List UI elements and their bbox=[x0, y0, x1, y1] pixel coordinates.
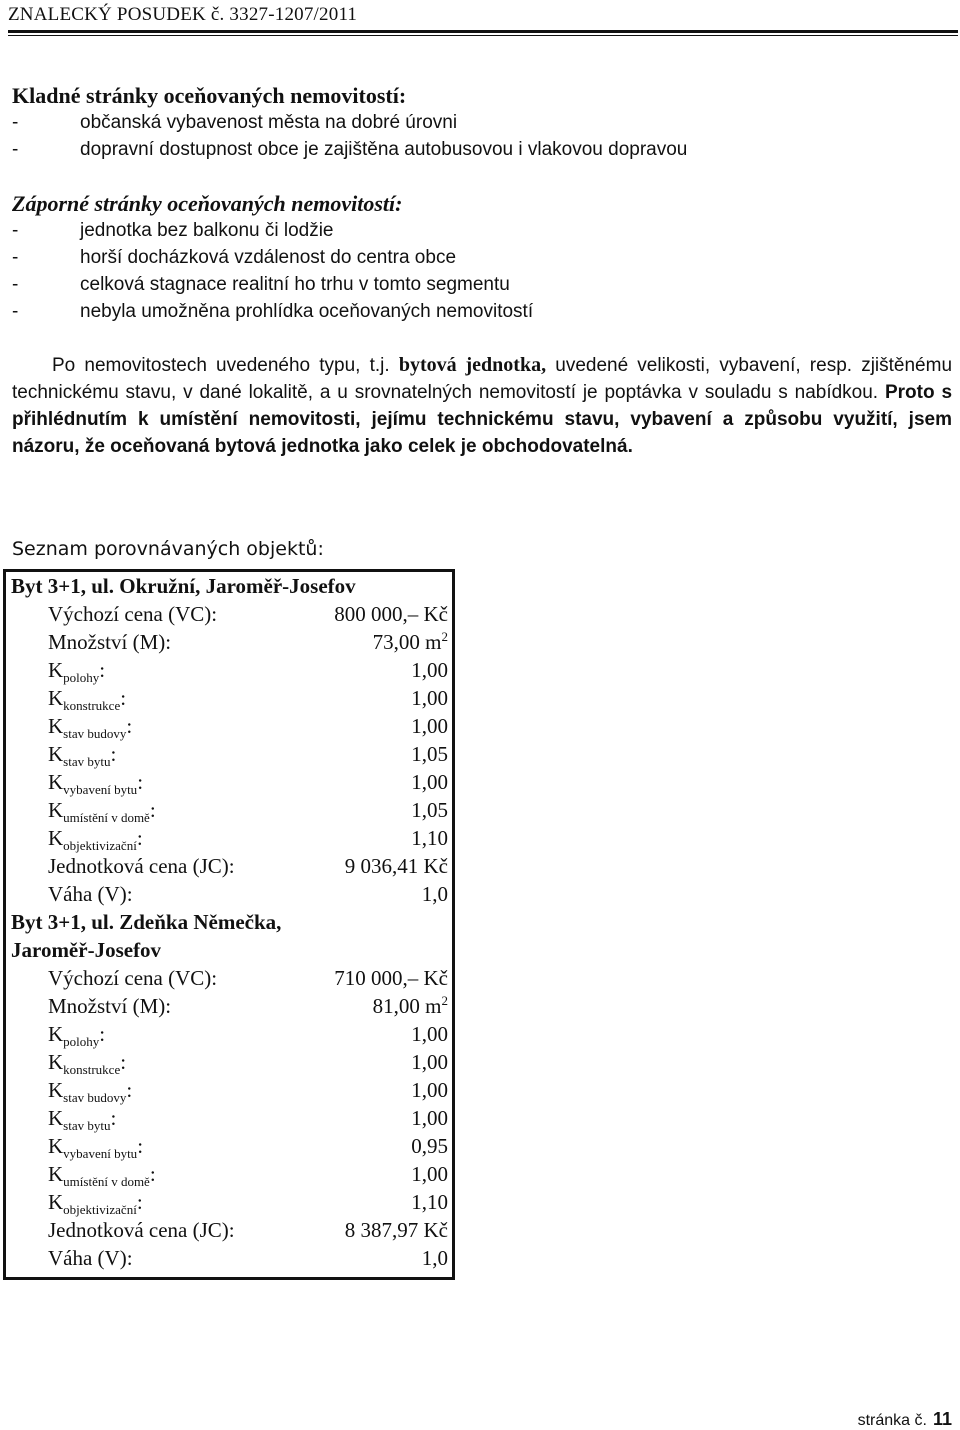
header-rule-thin bbox=[8, 35, 958, 36]
table-row: $K_{polohy}$: 1,00 bbox=[48, 1022, 448, 1049]
table-row: $K_{objektivizační}$: 1,10 bbox=[48, 1190, 448, 1217]
positives-heading: Kladné stránky oceňovaných nemovitostí: bbox=[12, 83, 407, 108]
page-label: stránka č. bbox=[857, 1412, 927, 1429]
table-row: $K_{vybavení bytu}$: 0,95 bbox=[48, 1134, 448, 1161]
list-item: - jednotka bez balkonu či lodžie bbox=[12, 220, 334, 241]
marketability-paragraph: Po nemovitostech uvedeného typu, t.j. bytová jednotka, uvedené velikosti, vybavení, resp. zjištěnému technickému stavu, v dané lokalitě, a u srovnatelných nemovitostí je poptávka v souladu s nabídkou. Proto s přihlédnutím k umístění nemovitosti, jejímu technickému stavu, vybavení a způsobu využití, jsem názoru, že oceňovaná bytová jednotka jako celek je obchodovatelná. bbox=[12, 354, 953, 457]
table-row: $K_{umístění v domě}$: 1,05 bbox=[48, 798, 448, 825]
list-item: - dopravní dostupnost obce je zajištěna autobusovou i vlakovou dopravou bbox=[12, 139, 688, 160]
table-row: Množství (M): 73,00 $m^2$ bbox=[48, 629, 448, 654]
document-title: ZNALECKÝ POSUDEK č. 3327-1207/2011 bbox=[8, 4, 358, 25]
table-row: $K_{konstrukce}$: 1,00 bbox=[48, 686, 448, 713]
list-item: - nebyla umožněna prohlídka oceňovaných nemovitostí bbox=[12, 301, 534, 322]
table-row: Výchozí cena (VC): 710 000,– Kč bbox=[48, 966, 448, 990]
page-footer bbox=[858, 1409, 952, 1430]
header-rule bbox=[8, 30, 958, 33]
table-row: $K_{konstrukce}$: 1,00 bbox=[48, 1050, 448, 1077]
table-row: $K_{polohy}$: 1,00 bbox=[48, 658, 448, 685]
list-item: - celková stagnace realitní ho trhu v tomto segmentu bbox=[12, 274, 510, 295]
table-row: Jednotková cena (JC): 8 387,97 Kč bbox=[48, 1218, 448, 1242]
list-item: - horší docházková vzdálenost do centra obce bbox=[12, 247, 457, 268]
table-row: Výchozí cena (VC): 800 000,– Kč bbox=[48, 602, 448, 626]
comparison-table bbox=[3, 569, 455, 1280]
table-row: Váha (V): 1,0 bbox=[48, 882, 448, 906]
table-row: Množství (M): 81,00 $m^2$ bbox=[48, 993, 448, 1018]
object-title: Byt 3+1, ul. Okružní, Jaroměř-Josefov bbox=[11, 574, 356, 598]
table-row: $K_{stav budovy}$: 1,00 bbox=[48, 1078, 448, 1105]
object-title: Byt 3+1, ul. Zdeňka Němečka, Jaroměř-Josefov bbox=[11, 910, 282, 962]
page-number: 11 bbox=[932, 1409, 952, 1429]
table-row: $K_{stav budovy}$: 1,00 bbox=[48, 714, 448, 741]
table-row: Jednotková cena (JC): 9 036,41 Kč bbox=[48, 854, 448, 878]
table-row: $K_{stav bytu}$: 1,05 bbox=[48, 742, 448, 769]
table-row: $K_{vybavení bytu}$: 1,00 bbox=[48, 770, 448, 797]
positives-section bbox=[12, 82, 942, 163]
table-row: $K_{objektivizační}$: 1,10 bbox=[48, 826, 448, 853]
table-row: Váha (V): 1,0 bbox=[48, 1246, 448, 1270]
negatives-list bbox=[12, 217, 942, 325]
table-row: $K_{umístění v domě}$: 1,00 bbox=[48, 1162, 448, 1189]
list-item: - občanská vybavenost města na dobré úrovni bbox=[12, 112, 458, 133]
comparison-list-title: Seznam porovnávaných objektů: bbox=[12, 538, 324, 560]
negatives-heading: Záporné stránky oceňovaných nemovitostí: bbox=[12, 191, 403, 216]
positives-list bbox=[12, 109, 942, 163]
document-header bbox=[8, 4, 958, 26]
negatives-section bbox=[12, 190, 942, 325]
table-row: $K_{stav bytu}$: 1,00 bbox=[48, 1106, 448, 1133]
